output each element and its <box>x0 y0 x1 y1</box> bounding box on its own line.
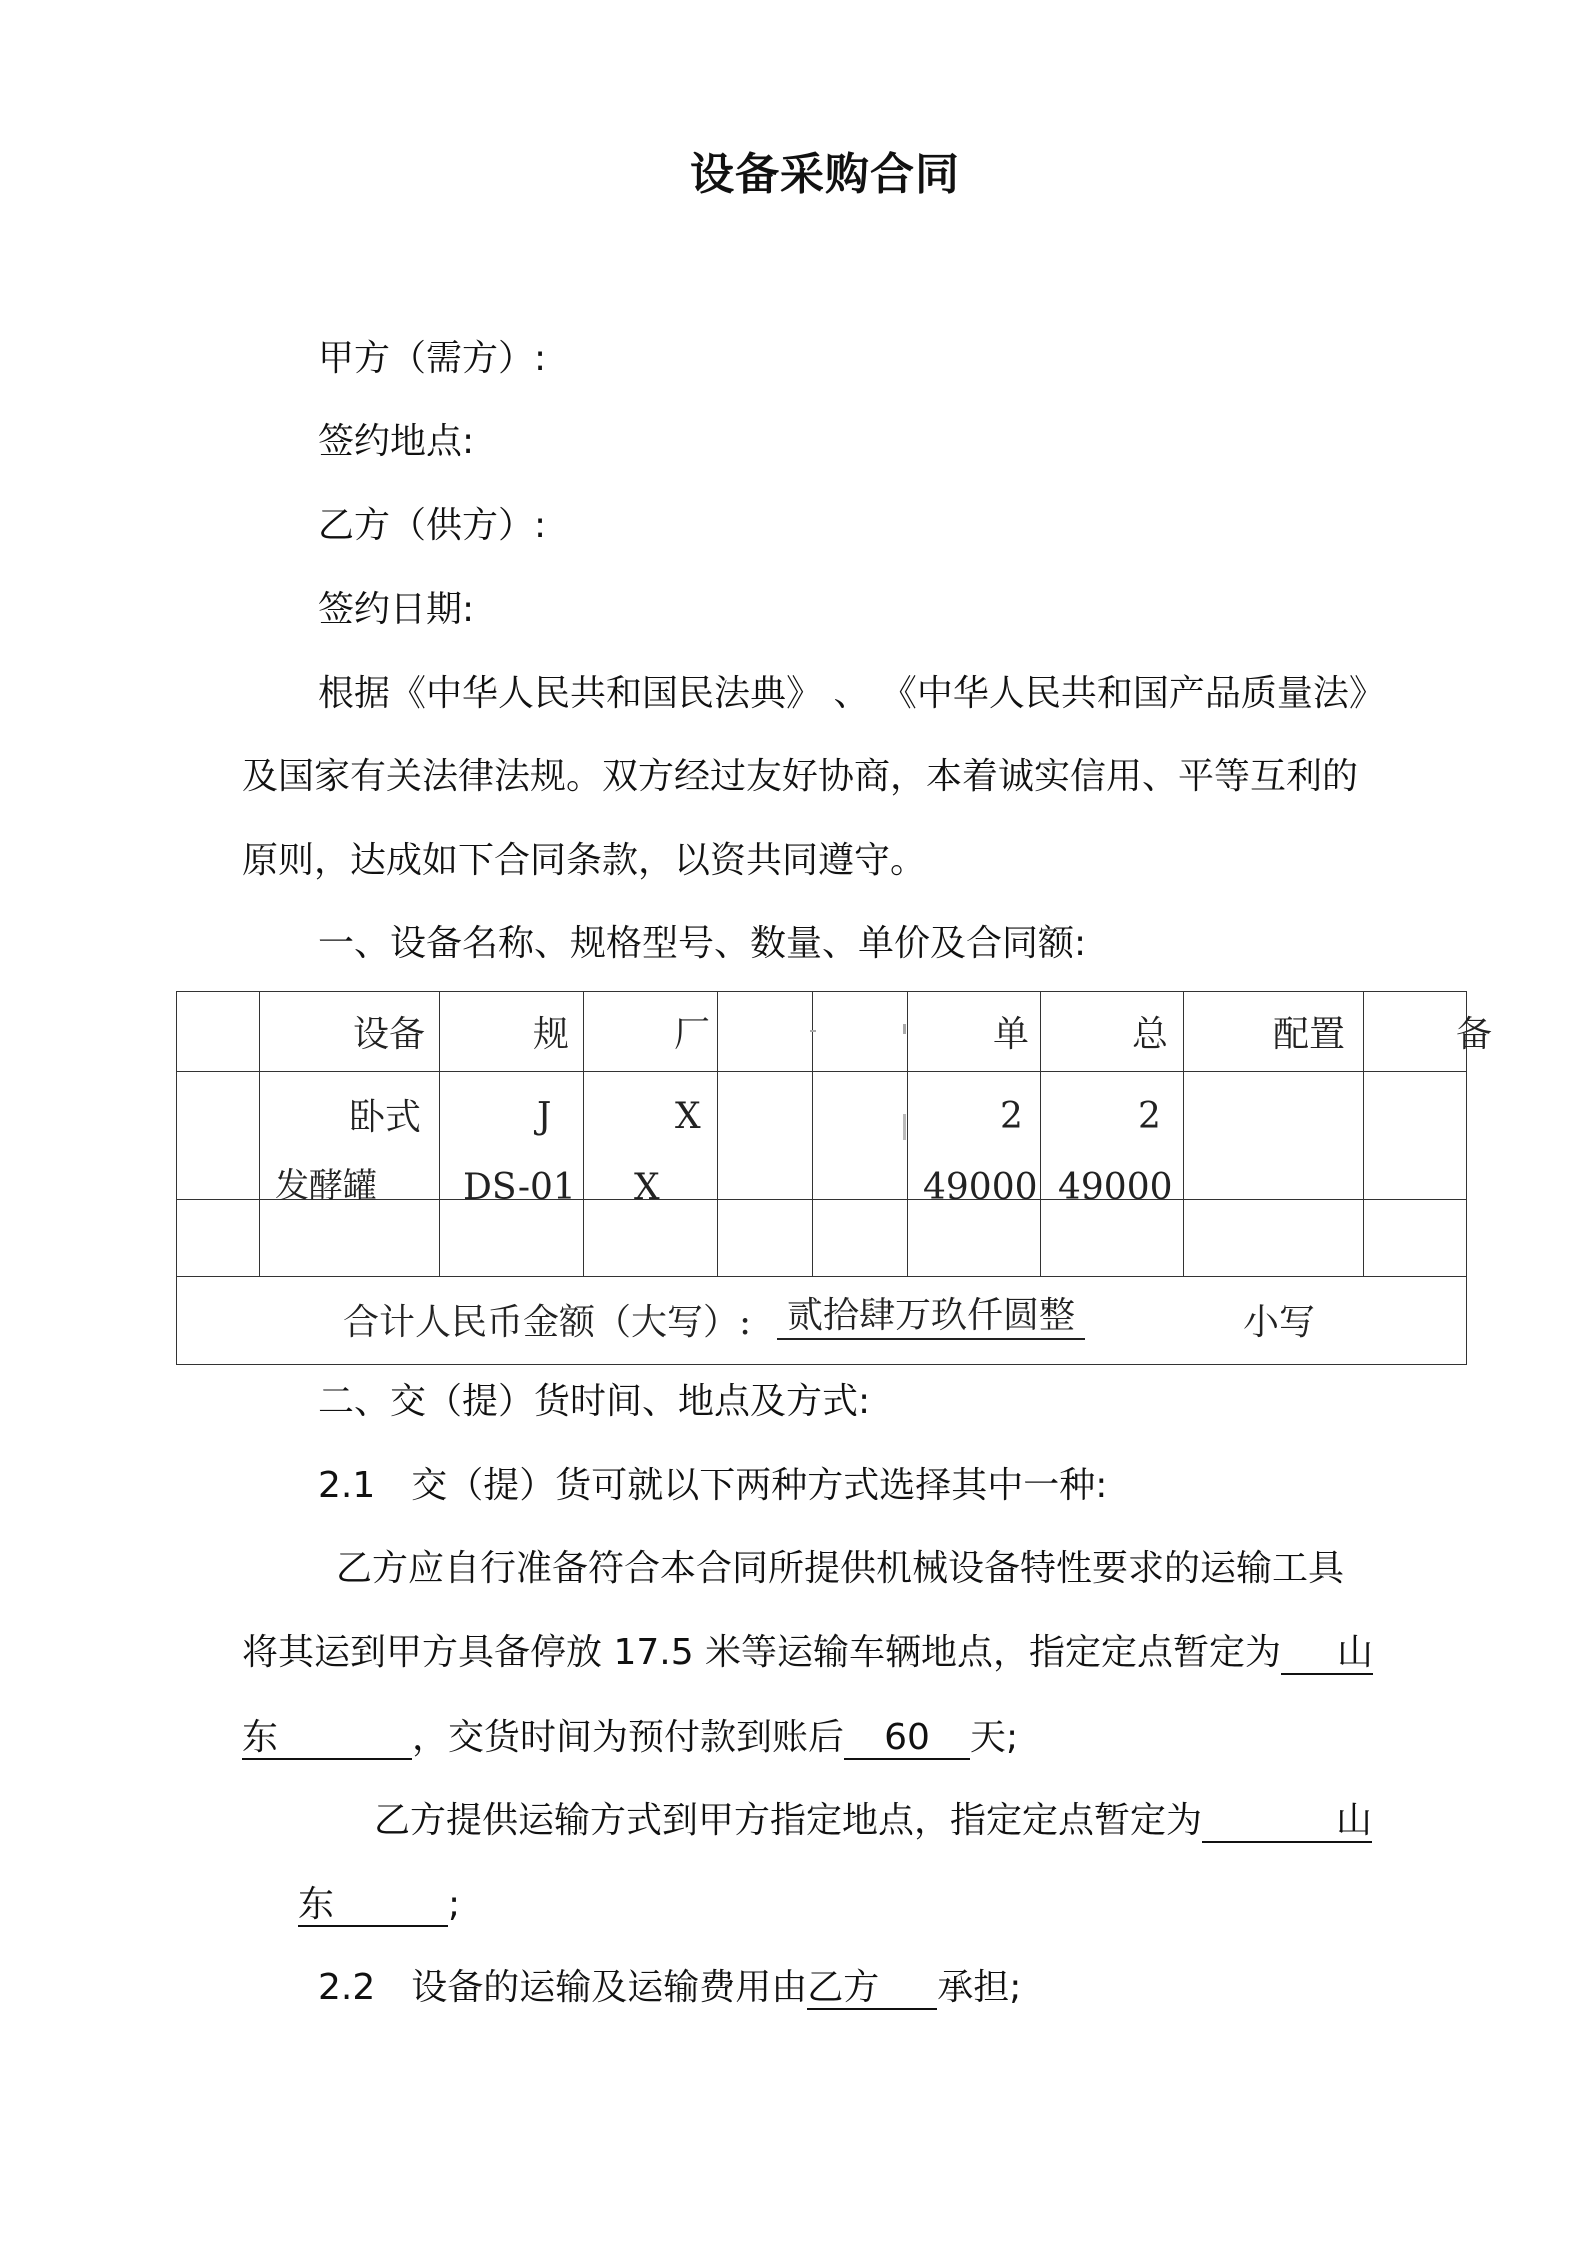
header-maker: 厂 <box>674 1014 711 1055</box>
header-config: 配置 <box>1273 1014 1346 1055</box>
option-1-line-1: 乙方应自行准备符合本合同所提供机械设备特性要求的运输工具 <box>336 1548 1345 1589</box>
clause-2-2-suffix: 承担; <box>937 1967 1022 2008</box>
option-2-line-2 <box>298 1883 460 1927</box>
cell-maker-bottom: X <box>634 1167 660 1208</box>
option-1-line-2 <box>242 1631 1373 1675</box>
preamble-line-1: 根据《中华人民共和国民法典》 、 《中华人民共和国产品质量法》 <box>318 673 1385 714</box>
party-b-label: 乙方（供方）: <box>318 505 547 546</box>
cell-spec-bottom: DS-01 <box>463 1167 576 1208</box>
equipment-table <box>176 991 1493 1365</box>
option-2-suffix: ; <box>448 1884 461 1925</box>
clause-2-1: 2.1 交（提）货可就以下两种方式选择其中一种: <box>318 1465 1108 1506</box>
option-2-place-field-2: 东 <box>298 1885 448 1927</box>
option-1-days-suffix: 天; <box>970 1717 1019 1758</box>
cell-maker-top: X <box>675 1096 701 1137</box>
faint-mark <box>903 1114 906 1140</box>
section-1-heading: 一、设备名称、规格型号、数量、单价及合同额: <box>318 923 1087 964</box>
clause-2-2-party-field: 乙方 <box>807 1968 937 2010</box>
cell-unit-price-top: 2 <box>1000 1096 1023 1137</box>
preamble-line-2: 及国家有关法律法规。双方经过友好协商，本着诚实信用、平等互利的 <box>242 756 1359 797</box>
sum-value: 贰拾肆万玖仟圆整 <box>777 1294 1085 1340</box>
option-2-place-field-1: 山 <box>1202 1801 1372 1843</box>
preamble-line-3: 原则，达成如下合同条款，以资共同遵守。 <box>242 840 927 881</box>
section-2-heading: 二、交（提）货时间、地点及方式: <box>318 1381 871 1422</box>
sum-label: 合计人民币金额（大写）: <box>343 1302 752 1343</box>
cell-unit-price-bottom: 49000 <box>923 1167 1038 1208</box>
option-1-place-field-1: 山 <box>1281 1633 1373 1675</box>
sign-place-label: 签约地点: <box>318 421 475 462</box>
cell-total-top: 2 <box>1138 1096 1161 1137</box>
option-2-line-1 <box>374 1799 1372 1843</box>
cell-spec-top: J <box>537 1096 552 1137</box>
option-1-line-2-text: 将其运到甲方具备停放 17.5 米等运输车辆地点，指定定点暂定为 <box>242 1632 1282 1673</box>
sign-date-label: 签约日期: <box>318 589 475 630</box>
option-1-days-prefix: ，交货时间为预付款到账后 <box>412 1717 845 1758</box>
option-2-text: 乙方提供运输方式到甲方指定地点，指定定点暂定为 <box>374 1800 1203 1841</box>
cell-name-bottom: 发酵罐 <box>275 1166 377 1206</box>
cell-total-bottom: 49000 <box>1058 1167 1173 1208</box>
option-1-place-field-2: 东 <box>242 1718 412 1760</box>
page-title: 设备采购合同 <box>690 149 960 200</box>
header-total: 总 <box>1132 1014 1169 1055</box>
header-equipment: 设备 <box>353 1014 426 1055</box>
header-spec: 规 <box>533 1014 570 1055</box>
cell-name-top: 卧式 <box>349 1097 422 1138</box>
option-1-line-3 <box>242 1716 1018 1760</box>
party-a-label: 甲方（需方）: <box>318 338 547 379</box>
header-remark: 备 <box>1456 1014 1493 1055</box>
header-unit-price: 单 <box>993 1014 1030 1055</box>
clause-2-2-text: 2.2 设备的运输及运输费用由 <box>318 1967 808 2008</box>
option-1-days-field: 60 <box>844 1718 970 1760</box>
sum-small-label: 小写 <box>1243 1302 1316 1343</box>
faint-mark <box>810 1030 816 1032</box>
clause-2-2 <box>318 1966 1021 2010</box>
faint-mark <box>903 1024 906 1034</box>
